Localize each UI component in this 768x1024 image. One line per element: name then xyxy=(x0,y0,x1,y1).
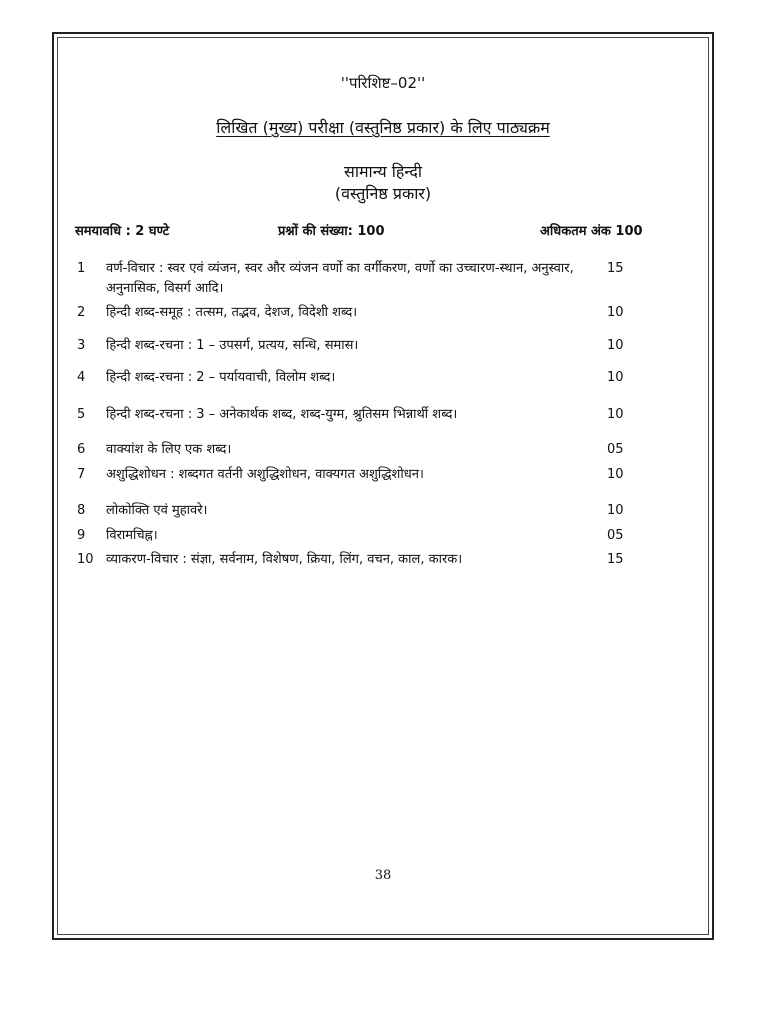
row-topic: वाक्यांश के लिए एक शब्द। xyxy=(106,442,232,457)
question-count: प्रश्नों की संख्या: 100 xyxy=(278,224,385,239)
row-marks: 15 xyxy=(607,552,624,567)
row-marks: 10 xyxy=(607,407,624,422)
row-marks: 10 xyxy=(607,338,624,353)
row-topic: हिन्दी शब्द-रचना : 1 – उपसर्ग, प्रत्यय, सन्धि, समास। xyxy=(106,338,359,353)
row-topic: लोकोक्ति एवं मुहावरे। xyxy=(106,503,208,518)
row-marks: 05 xyxy=(607,528,624,543)
row-number: 3 xyxy=(77,338,86,353)
row-number: 1 xyxy=(77,261,86,276)
row-marks: 10 xyxy=(607,305,624,320)
row-topic: हिन्दी शब्द-रचना : 2 – पर्यायवाची, विलोम शब्द। xyxy=(106,370,336,385)
row-marks: 10 xyxy=(607,503,624,518)
row-number: 8 xyxy=(77,503,86,518)
row-topic: हिन्दी शब्द-समूह : तत्सम, तद्भव, देशज, विदेशी शब्द। xyxy=(106,305,358,320)
row-number: 2 xyxy=(77,305,86,320)
row-number: 5 xyxy=(77,407,86,422)
exam-duration: समयावधि : 2 घण्टे xyxy=(75,224,170,239)
max-marks: अधिकतम अंक 100 xyxy=(540,224,643,239)
row-number: 6 xyxy=(77,442,86,457)
row-marks: 15 xyxy=(607,261,624,276)
row-marks: 05 xyxy=(607,442,624,457)
row-topic: अशुद्धिशोधन : शब्दगत वर्तनी अशुद्धिशोधन, वाक्यगत अशुद्धिशोधन। xyxy=(106,467,424,482)
row-number: 10 xyxy=(77,552,94,567)
row-topic: वर्ण-विचार : स्वर एवं व्यंजन, स्वर और व्यंजन वर्णो का वर्गीकरण, वर्णो का उच्चारण-स्थान, अनुस्वार, अनुनासिक, विसर्ग आदि। xyxy=(106,261,574,296)
subject-title: सामान्य हिन्दी xyxy=(344,162,422,181)
row-marks: 10 xyxy=(607,467,624,482)
row-number: 7 xyxy=(77,467,86,482)
row-topic: हिन्दी शब्द-रचना : 3 – अनेकार्थक शब्द, शब्द-युग्म, श्रुतिसम भिन्नार्थी शब्द। xyxy=(106,407,458,422)
page-number: 38 xyxy=(374,868,392,883)
syllabus-title: लिखित (मुख्य) परीक्षा (वस्तुनिष्ठ प्रकार) के लिए पाठ्यक्रम xyxy=(216,118,550,137)
appendix-label: ''परिशिष्ट–02'' xyxy=(340,74,426,92)
subject-type: (वस्तुनिष्ठ प्रकार) xyxy=(334,184,432,203)
row-number: 9 xyxy=(77,528,86,543)
row-topic: व्याकरण-विचार : संज्ञा, सर्वनाम, विशेषण, क्रिया, लिंग, वचन, काल, कारक। xyxy=(106,552,463,567)
row-marks: 10 xyxy=(607,370,624,385)
row-number: 4 xyxy=(77,370,86,385)
row-topic: विरामचिह्न। xyxy=(106,528,158,543)
